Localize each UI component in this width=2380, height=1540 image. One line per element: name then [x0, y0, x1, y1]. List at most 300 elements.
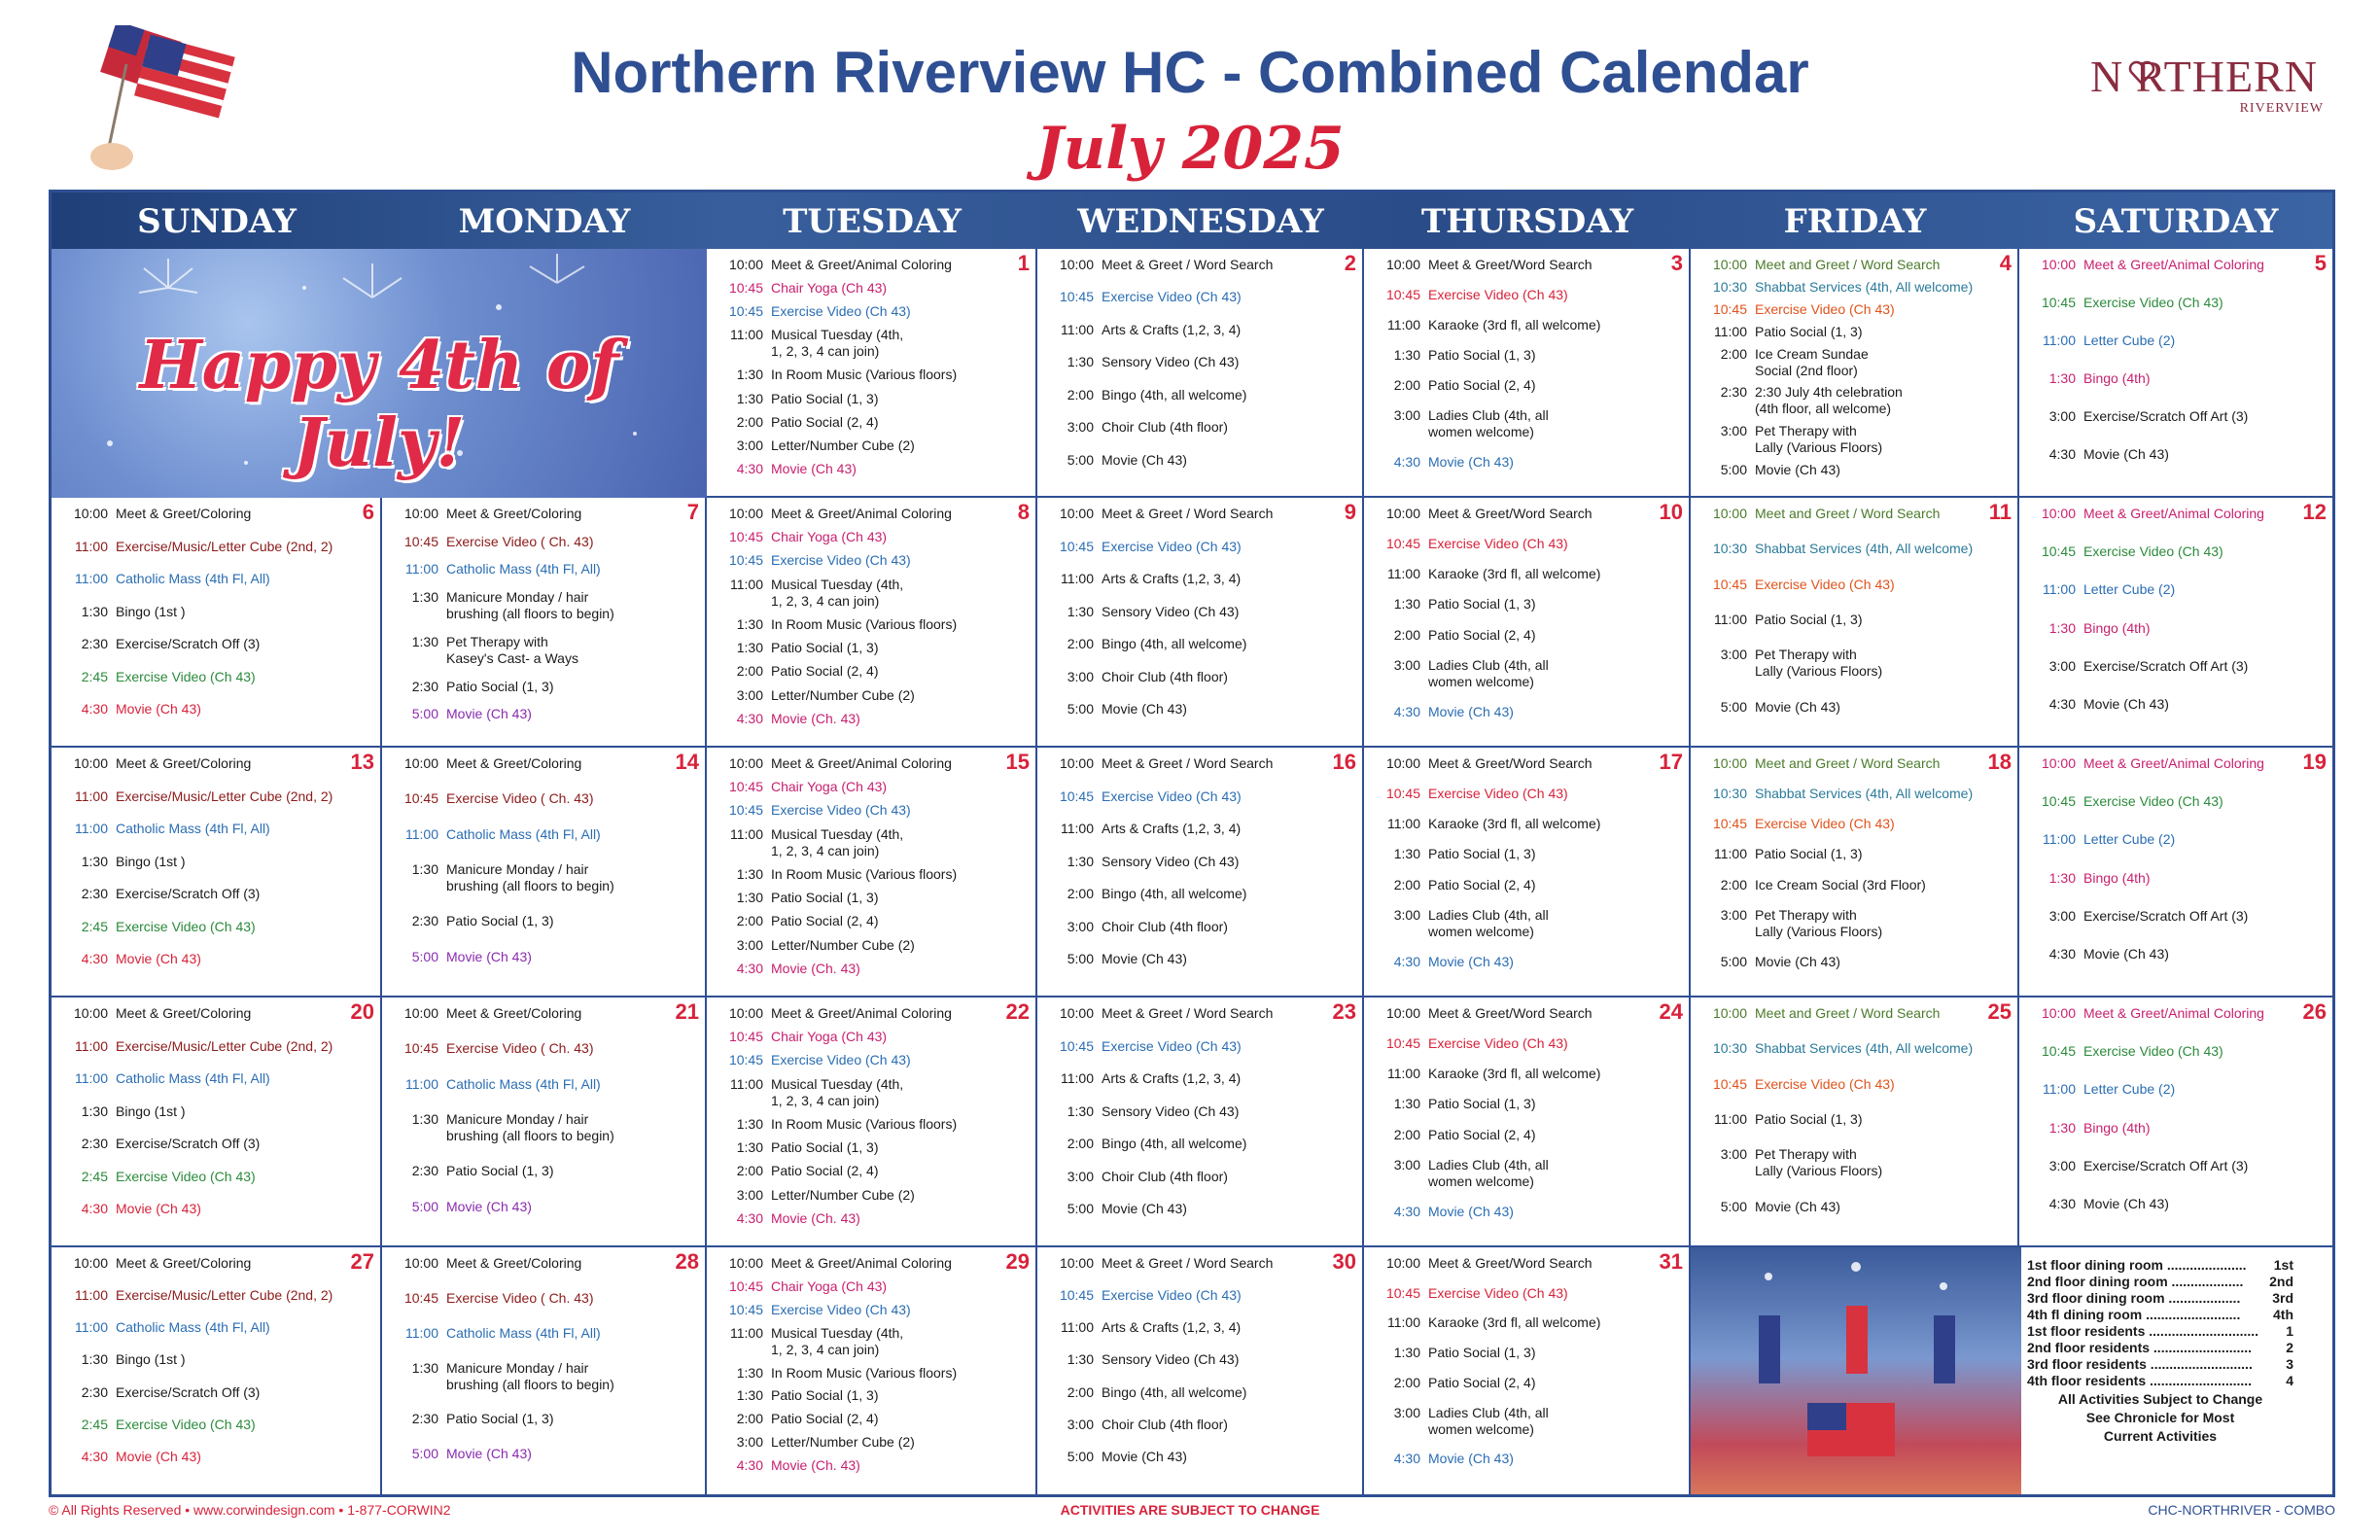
legend-row	[2027, 1323, 2293, 1340]
event-name: Movie (Ch. 43)	[771, 1209, 860, 1226]
day-cell[interactable]	[382, 748, 707, 998]
day-cell[interactable]	[52, 748, 382, 998]
event-item	[713, 1325, 1030, 1358]
event-item	[388, 1411, 699, 1427]
event-item	[713, 961, 1030, 977]
event-name: Meet & Greet/Word Search	[1428, 1255, 1592, 1271]
event-name: Exercise Video (Ch 43)	[1755, 576, 1895, 592]
event-name: Catholic Mass (4th Fl, All)	[116, 1070, 270, 1087]
event-item	[2025, 506, 2327, 522]
event-time: 10:45	[1712, 576, 1747, 592]
event-item	[1697, 541, 2012, 557]
event-name: Exercise Video (Ch 43)	[2083, 295, 2223, 310]
event-item	[388, 506, 699, 522]
event-name: Chair Yoga (Ch 43)	[771, 1029, 888, 1045]
event-name: Ice Cream Social (3rd Floor)	[1755, 876, 1926, 892]
event-name: Bingo (1st )	[116, 1102, 186, 1119]
event-item	[713, 937, 1030, 954]
event-item	[1043, 821, 1356, 837]
event-item	[1370, 596, 1683, 612]
event-item	[713, 257, 1030, 273]
day-cell[interactable]	[1691, 998, 2019, 1247]
event-item	[1043, 1136, 1356, 1152]
event-name: Movie (Ch 43)	[2083, 446, 2169, 462]
event-name: In Room Music (Various floors)	[771, 1115, 958, 1132]
event-time: 10:45	[728, 779, 763, 795]
event-item	[388, 861, 699, 894]
event-time: 11:00	[405, 561, 438, 578]
day-cell[interactable]	[1037, 1247, 1364, 1494]
event-item	[713, 1052, 1030, 1068]
event-name: Movie (Ch 43)	[446, 1446, 532, 1462]
event-item	[57, 854, 374, 870]
event-item	[1697, 346, 2012, 379]
event-item	[388, 913, 699, 929]
event-name: Manicure Monday / hair brushing (all floors to begin)	[446, 589, 614, 622]
event-name: Movie (Ch 43)	[1755, 953, 1840, 969]
day-number: 27	[350, 1249, 374, 1274]
event-name: Exercise Video (Ch 43)	[116, 668, 256, 684]
event-item	[57, 1103, 374, 1120]
event-time: 4:30	[81, 951, 108, 967]
event-name: Karaoke (3rd fl, all welcome)	[1428, 1066, 1601, 1082]
event-name: In Room Music (Various floors)	[771, 367, 958, 383]
event-item	[1370, 506, 1683, 522]
event-name: Movie (Ch 43)	[1428, 703, 1514, 719]
event-time: 3:00	[736, 686, 763, 703]
event-item	[1370, 704, 1683, 720]
event-time: 5:00	[1067, 1201, 1094, 1217]
event-item	[713, 866, 1030, 883]
event-item	[57, 571, 374, 587]
event-name: Exercise Video (Ch 43)	[1755, 816, 1895, 832]
event-item	[1043, 1038, 1356, 1055]
event-name: Meet & Greet/Coloring	[446, 1255, 582, 1271]
event-time: 10:00	[403, 1255, 438, 1271]
event-time: 11:00	[1714, 323, 1747, 339]
event-time: 11:00	[75, 1319, 108, 1336]
event-item	[388, 1076, 699, 1093]
event-item	[1370, 1375, 1683, 1391]
event-item	[1043, 1287, 1356, 1304]
event-item	[388, 1446, 699, 1462]
event-name: Patio Social (1, 3)	[1428, 1096, 1536, 1112]
event-item	[57, 1255, 374, 1272]
event-time: 2:00	[736, 913, 763, 929]
event-time: 10:00	[1059, 755, 1094, 771]
event-time: 2:30	[81, 636, 108, 652]
event-item	[1043, 1070, 1356, 1087]
event-time: 11:00	[1387, 1066, 1420, 1082]
event-time: 10:00	[1385, 1255, 1420, 1271]
event-time: 5:00	[1720, 953, 1747, 969]
event-item	[713, 327, 1030, 360]
event-item	[1043, 1103, 1356, 1120]
day-cell[interactable]	[1364, 249, 1691, 498]
legend-label: 2nd floor dining room ...................	[2027, 1274, 2244, 1289]
event-name: Exercise Video (Ch 43)	[1428, 1284, 1568, 1301]
event-time: 4:30	[736, 460, 763, 476]
event-time: 1:30	[1393, 347, 1420, 363]
event-time: 1:30	[736, 1115, 763, 1132]
event-name: Bingo (4th)	[2083, 869, 2151, 886]
event-time: 10:30	[1712, 1040, 1747, 1057]
event-item	[713, 616, 1030, 633]
event-time: 3:00	[1720, 423, 1747, 439]
event-item	[2025, 793, 2327, 810]
event-time: 2:00	[1067, 386, 1094, 402]
event-name: Bingo (4th, all welcome)	[1102, 386, 1247, 402]
event-name: Bingo (1st )	[116, 1351, 186, 1368]
event-name: Chair Yoga (Ch 43)	[771, 1278, 888, 1294]
event-name: Patio Social (2, 4)	[771, 663, 879, 680]
event-name: Shabbat Services (4th, All welcome)	[1755, 541, 1974, 557]
event-item	[1370, 1005, 1683, 1022]
event-name: Meet & Greet/Animal Coloring	[771, 755, 952, 771]
day-cell[interactable]	[52, 498, 382, 748]
day-cell[interactable]	[382, 498, 707, 748]
event-name: Exercise Video (Ch 43)	[2083, 1043, 2223, 1060]
legend-row	[2027, 1340, 2293, 1356]
event-time: 1:30	[1393, 846, 1420, 862]
weekday-saturday: SATURDAY	[2073, 202, 2279, 241]
day-cell[interactable]	[382, 1247, 707, 1494]
event-item	[2025, 1081, 2327, 1098]
event-item	[388, 679, 699, 695]
event-name: In Room Music (Various floors)	[771, 1364, 958, 1381]
event-item	[57, 1201, 374, 1217]
event-name: Exercise Video ( Ch. 43)	[446, 1289, 594, 1306]
event-time: 4:30	[1393, 1203, 1420, 1219]
event-item	[1697, 423, 2012, 456]
event-name: Musical Tuesday (4th, 1, 2, 3, 4 can join)	[771, 1075, 904, 1108]
day-cell[interactable]	[1037, 498, 1364, 748]
event-name: Ladies Club (4th, all women welcome)	[1428, 407, 1549, 439]
event-item	[713, 414, 1030, 431]
event-item	[2025, 1120, 2327, 1137]
event-name: Manicure Monday / hair brushing (all floors to begin)	[446, 1111, 614, 1143]
event-item	[388, 561, 699, 578]
event-name: Movie (Ch 43)	[2083, 695, 2169, 712]
day-cell[interactable]	[1691, 748, 2019, 998]
event-time: 1:30	[1393, 1096, 1420, 1112]
event-name: Bingo (4th, all welcome)	[1102, 1136, 1247, 1152]
event-name: In Room Music (Various floors)	[771, 615, 958, 632]
event-name: Meet & Greet / Word Search	[1102, 1005, 1274, 1021]
event-name: Arts & Crafts (1,2, 3, 4)	[1102, 821, 1242, 837]
holiday-banner	[52, 249, 707, 498]
event-name: Meet & Greet/Coloring	[446, 755, 582, 771]
event-item	[57, 1287, 374, 1304]
event-name: Musical Tuesday (4th, 1, 2, 3, 4 can join)	[771, 576, 904, 609]
event-name: Movie (Ch 43)	[1755, 698, 1840, 715]
event-name: Movie (Ch 43)	[446, 948, 532, 964]
day-cell[interactable]	[1364, 1247, 1691, 1494]
day-cell[interactable]	[2019, 748, 2332, 998]
event-item	[713, 1210, 1030, 1227]
event-time: 11:00	[1714, 612, 1747, 627]
event-name: Meet & Greet/Animal Coloring	[771, 257, 952, 272]
day-number: 15	[1005, 750, 1030, 774]
event-time: 10:00	[1712, 506, 1747, 521]
day-cell[interactable]	[1691, 498, 2019, 748]
event-item	[1043, 1417, 1356, 1433]
event-time: 11:00	[730, 1324, 763, 1341]
event-name: Exercise Video (Ch 43)	[1428, 1035, 1568, 1052]
event-name: Karaoke (3rd fl, all welcome)	[1428, 816, 1601, 832]
event-time: 10:00	[1385, 257, 1420, 272]
event-item	[1370, 287, 1683, 303]
event-time: 3:00	[1067, 668, 1094, 684]
event-item	[713, 1387, 1030, 1404]
event-name: Exercise/Scratch Off Art (3)	[2083, 907, 2249, 924]
event-name: Musical Tuesday (4th, 1, 2, 3, 4 can join)	[771, 327, 904, 360]
event-time: 2:30	[81, 1383, 108, 1400]
event-time: 10:00	[728, 506, 763, 521]
day-cell[interactable]	[2019, 249, 2332, 498]
day-cell[interactable]	[1691, 249, 2019, 498]
event-item	[713, 1187, 1030, 1204]
event-time: 10:45	[1712, 816, 1747, 832]
event-name: Movie (Ch 43)	[116, 1448, 201, 1464]
footer-copyright: © All Rights Reserved • www.corwindesign.com • 1-877-CORWIN2	[49, 1502, 451, 1518]
event-time: 3:00	[1393, 1156, 1420, 1172]
event-name: Letter/Number Cube (2)	[771, 437, 915, 453]
day-cell[interactable]	[2019, 998, 2332, 1247]
event-item	[2025, 908, 2327, 925]
event-item	[713, 552, 1030, 569]
day-cell[interactable]	[1364, 498, 1691, 748]
event-item	[57, 1417, 374, 1433]
event-time: 11:00	[405, 825, 438, 842]
event-name: Exercise Video (Ch 43)	[1102, 1037, 1242, 1054]
day-number: 4	[1999, 251, 2012, 275]
event-time: 2:00	[1067, 886, 1094, 902]
day-number: 17	[1659, 750, 1683, 774]
event-name: Choir Club (4th floor)	[1102, 1416, 1228, 1432]
day-cell[interactable]	[707, 249, 1037, 498]
event-item	[1370, 1204, 1683, 1220]
event-item	[57, 1005, 374, 1022]
event-time: 10:45	[1385, 786, 1420, 802]
legend-label: 1st floor dining room .....................	[2027, 1257, 2247, 1273]
event-name: Meet & Greet / Word Search	[1102, 257, 1274, 272]
event-name: Exercise Video (Ch 43)	[1428, 536, 1568, 552]
event-name: Manicure Monday / hair brushing (all floors to begin)	[446, 1359, 614, 1392]
day-cell[interactable]	[1037, 998, 1364, 1247]
event-time: 4:30	[736, 1209, 763, 1226]
event-time: 11:00	[1061, 321, 1094, 337]
event-time: 10:45	[2041, 1043, 2076, 1060]
event-item	[1370, 377, 1683, 394]
event-item	[1043, 1255, 1356, 1272]
day-number: 31	[1659, 1249, 1683, 1274]
event-time: 10:00	[728, 755, 763, 771]
event-name: Exercise Video (Ch 43)	[116, 1168, 256, 1184]
event-name: Patio Social (1, 3)	[771, 390, 879, 406]
event-item	[1697, 1005, 2012, 1022]
event-item	[1370, 407, 1683, 440]
event-name: Movie (Ch 43)	[1755, 1198, 1840, 1214]
day-cell[interactable]	[707, 498, 1037, 748]
event-time: 2:00	[1393, 1126, 1420, 1142]
event-name: Patio Social (1, 3)	[771, 1139, 879, 1156]
day-number: 16	[1332, 750, 1356, 774]
event-time: 10:00	[1059, 1005, 1094, 1021]
event-item	[713, 1139, 1030, 1156]
event-item	[713, 1116, 1030, 1133]
event-item	[1697, 324, 2012, 340]
day-cell[interactable]	[1037, 249, 1364, 498]
event-name: Meet & Greet / Word Search	[1102, 755, 1274, 771]
event-item	[2025, 1196, 2327, 1212]
event-name: Exercise Video (Ch 43)	[1428, 786, 1568, 802]
event-item	[57, 1070, 374, 1087]
event-name: Movie (Ch 43)	[1102, 1448, 1187, 1464]
event-time: 11:00	[75, 1070, 108, 1087]
event-name: Movie (Ch 43)	[446, 1198, 532, 1214]
day-number: 11	[1988, 500, 2012, 524]
legend-label: 3rd floor dining room ...................	[2027, 1290, 2241, 1306]
event-name: Meet & Greet/Animal Coloring	[771, 1005, 952, 1021]
day-cell[interactable]	[52, 998, 382, 1247]
event-time: 10:45	[1059, 788, 1094, 804]
event-name: Meet & Greet/Animal Coloring	[771, 1255, 952, 1271]
event-name: Patio Social (2, 4)	[771, 1411, 879, 1427]
event-item	[713, 1457, 1030, 1474]
event-time: 3:00	[2048, 1157, 2076, 1173]
event-time: 10:45	[728, 552, 763, 569]
event-item	[713, 890, 1030, 906]
event-item	[2025, 1158, 2327, 1174]
event-name: Patio Social (1, 3)	[446, 1163, 554, 1179]
day-number: 18	[1987, 750, 2012, 774]
event-name: Patio Social (1, 3)	[771, 640, 879, 656]
event-item	[1697, 301, 2012, 318]
event-item	[1370, 257, 1683, 273]
event-name: Exercise Video (Ch 43)	[771, 303, 911, 320]
event-name: Exercise Video ( Ch. 43)	[446, 790, 594, 807]
event-time: 1:30	[736, 640, 763, 656]
event-name: Pet Therapy with Lally (Various Floors)	[1755, 1146, 1883, 1179]
event-name: Patio Social (1, 3)	[1755, 846, 1863, 862]
event-time: 10:00	[73, 1255, 108, 1271]
event-time: 3:00	[1067, 918, 1094, 934]
event-name: Bingo (1st )	[116, 603, 186, 619]
event-time: 5:00	[411, 1198, 438, 1214]
weekday-friday: FRIDAY	[1783, 202, 1927, 241]
day-cell[interactable]	[52, 1247, 382, 1494]
event-item	[1697, 846, 2012, 862]
event-name: Exercise Video (Ch 43)	[1428, 287, 1568, 302]
event-item	[1697, 612, 2012, 628]
event-time: 10:00	[2041, 506, 2076, 521]
event-item	[1043, 419, 1356, 436]
event-name: Sensory Video (Ch 43)	[1102, 603, 1240, 619]
event-time: 10:00	[1712, 755, 1747, 771]
event-item	[1370, 1035, 1683, 1052]
event-time: 10:00	[728, 1005, 763, 1021]
event-time: 4:30	[1393, 953, 1420, 969]
day-cell[interactable]	[1037, 748, 1364, 998]
event-item	[1697, 506, 2012, 522]
event-item	[713, 802, 1030, 819]
day-number: 29	[1005, 1249, 1030, 1274]
event-time: 10:45	[1712, 300, 1747, 317]
event-item	[713, 303, 1030, 320]
event-time: 2:00	[1393, 626, 1420, 643]
event-time: 11:00	[2043, 332, 2076, 348]
event-name: Meet & Greet/Coloring	[116, 1005, 252, 1021]
footer-code: CHC-NORTHRIVER - COMBO	[2148, 1502, 2335, 1518]
event-time: 11:00	[730, 1075, 763, 1092]
day-cell[interactable]	[2019, 498, 2332, 748]
event-time: 10:00	[728, 257, 763, 272]
event-name: Bingo (4th)	[2083, 619, 2151, 636]
event-time: 3:00	[736, 1434, 763, 1451]
event-name: Movie (Ch 43)	[1102, 951, 1187, 967]
celebration-photo	[1691, 1247, 2021, 1494]
event-name: Meet & Greet/Coloring	[116, 506, 252, 521]
event-name: Catholic Mass (4th Fl, All)	[446, 561, 601, 578]
event-item	[713, 755, 1030, 772]
event-name: Meet & Greet / Word Search	[1102, 506, 1274, 521]
weekday-tuesday: TUESDAY	[783, 202, 962, 241]
day-cell[interactable]	[382, 998, 707, 1247]
event-item	[1370, 1314, 1683, 1331]
event-item	[713, 779, 1030, 795]
event-name: Pet Therapy with Lally (Various Floors)	[1755, 423, 1883, 456]
day-cell[interactable]	[1364, 748, 1691, 998]
month-title: July 2025	[1035, 115, 1345, 183]
event-time: 4:30	[736, 710, 763, 726]
page-title: Northern Riverview HC - Combined Calendar	[571, 40, 1809, 105]
day-number: 21	[675, 999, 699, 1024]
event-item	[713, 506, 1030, 522]
legend-value: 2nd	[2269, 1274, 2293, 1289]
day-cell[interactable]	[707, 1247, 1037, 1494]
event-item	[1043, 539, 1356, 555]
event-time: 10:45	[403, 533, 438, 549]
legend-row	[2027, 1373, 2293, 1389]
day-number: 20	[350, 999, 374, 1024]
event-time: 11:00	[405, 1075, 438, 1092]
logo-main-text: N RTHERN	[2090, 52, 2318, 101]
event-time: 1:30	[411, 1111, 438, 1127]
event-time: 10:00	[728, 1255, 763, 1271]
event-item	[388, 1163, 699, 1179]
event-name: Exercise Video ( Ch. 43)	[446, 1040, 594, 1057]
event-time: 3:00	[1393, 1404, 1420, 1420]
event-name: Exercise Video (Ch 43)	[1102, 538, 1242, 554]
event-time: 10:45	[1059, 289, 1094, 305]
day-number: 26	[2302, 999, 2327, 1024]
event-item	[1697, 1199, 2012, 1215]
event-item	[1697, 907, 2012, 940]
event-time: 2:30	[411, 913, 438, 929]
event-name: Movie (Ch 43)	[2083, 1195, 2169, 1211]
event-item	[57, 788, 374, 805]
event-item	[1043, 886, 1356, 902]
event-time: 10:00	[1712, 257, 1747, 272]
event-time: 1:30	[736, 390, 763, 406]
legend-label: 2nd floor residents ..........................	[2027, 1340, 2253, 1355]
day-cell[interactable]	[707, 998, 1037, 1247]
day-cell[interactable]	[707, 748, 1037, 998]
event-time: 1:30	[736, 890, 763, 906]
day-cell[interactable]	[1364, 998, 1691, 1247]
event-item	[1697, 462, 2012, 478]
